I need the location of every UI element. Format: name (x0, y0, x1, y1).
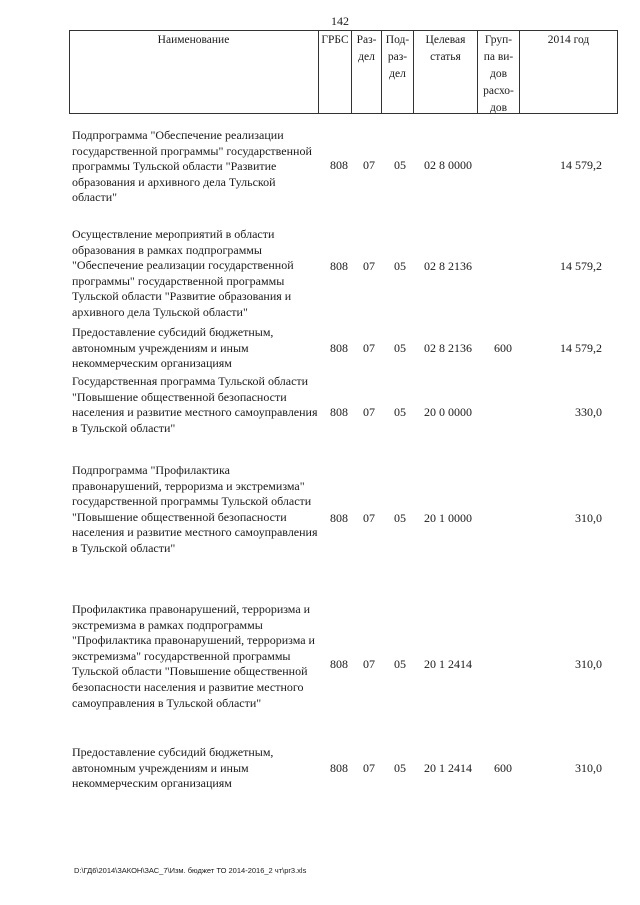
row-grbs: 808 (330, 657, 348, 671)
row-target: 02 8 2136 (424, 259, 472, 273)
header-name: Наименование (69, 30, 319, 114)
file-path-footer: D:\ГД6\2014\ЗАКОН\ЗАС_7\Изм. бюджет ТО 2014-2016_2 чт\pr3.xls (74, 866, 307, 875)
row-target: 20 0 0000 (424, 405, 472, 419)
header-grbs: ГРБС (319, 30, 352, 114)
row-name: Профилактика правонарушений, терроризма и экстремизма в рамках подпрограммы "Профилактика правонарушений, терроризма и экстремизма" государственной программы Тульской области "Повышение общественной безопасности населения и развитие местного самоуправления в Тульской области" (72, 602, 315, 710)
row-grbs: 808 (330, 511, 348, 525)
row-amount: 310,0 (575, 657, 602, 671)
row-name: Предоставление субсидий бюджетным, автономным учреждениям и иным некоммерческим организациям (72, 745, 274, 791)
row-target: 20 1 0000 (424, 511, 472, 525)
row-amount: 14 579,2 (560, 259, 602, 273)
row-grbs: 808 (330, 405, 348, 419)
header-target: Целевая статья (414, 30, 478, 114)
row-razdel: 07 (363, 511, 375, 525)
row-target: 02 8 2136 (424, 341, 472, 355)
header-year: 2014 год (520, 30, 618, 114)
row-name: Предоставление субсидий бюджетным, автономным учреждениям и иным некоммерческим организациям (72, 325, 274, 371)
page-number: 142 (331, 14, 349, 28)
row-amount: 310,0 (575, 511, 602, 525)
row-podrazdel: 05 (394, 511, 406, 525)
row-target: 20 1 2414 (424, 657, 472, 671)
row-grbs: 808 (330, 761, 348, 775)
row-podrazdel: 05 (394, 761, 406, 775)
row-razdel: 07 (363, 761, 375, 775)
row-target: 20 1 2414 (424, 761, 472, 775)
row-podrazdel: 05 (394, 158, 406, 172)
row-grbs: 808 (330, 158, 348, 172)
row-razdel: 07 (363, 341, 375, 355)
header-group: Груп- па ви- дов расхо- дов (478, 30, 520, 114)
row-group: 600 (494, 341, 512, 355)
header-razdel: Раз- дел (352, 30, 382, 114)
row-amount: 310,0 (575, 761, 602, 775)
row-amount: 14 579,2 (560, 341, 602, 355)
row-group: 600 (494, 761, 512, 775)
row-name: Подпрограмма "Профилактика правонарушений, терроризма и экстремизма" государственной программы Тульской области "Повышение общественной безопасности населения и развитие местного самоуправления в Тульской области" (72, 463, 318, 555)
row-amount: 330,0 (575, 405, 602, 419)
row-grbs: 808 (330, 341, 348, 355)
row-target: 02 8 0000 (424, 158, 472, 172)
row-podrazdel: 05 (394, 657, 406, 671)
row-podrazdel: 05 (394, 259, 406, 273)
row-razdel: 07 (363, 259, 375, 273)
row-razdel: 07 (363, 405, 375, 419)
row-grbs: 808 (330, 259, 348, 273)
row-name: Государственная программа Тульской области "Повышение общественной безопасности населения и развитие местного самоуправления в Тульской области" (72, 374, 318, 435)
row-podrazdel: 05 (394, 405, 406, 419)
row-amount: 14 579,2 (560, 158, 602, 172)
header-podrazdel: Под- раз- дел (382, 30, 414, 114)
row-name: Подпрограмма "Обеспечение реализации государственной программы" государственной программы Тульской области "Развитие образования и архивного дела Тульской области" (72, 128, 312, 205)
row-podrazdel: 05 (394, 341, 406, 355)
row-name: Осуществление мероприятий в области образования в рамках подпрограммы "Обеспечение реализации государственной программы" государственной программы Тульской области "Развитие образования и архивного дела Тульской области" (72, 227, 294, 319)
row-razdel: 07 (363, 158, 375, 172)
row-razdel: 07 (363, 657, 375, 671)
